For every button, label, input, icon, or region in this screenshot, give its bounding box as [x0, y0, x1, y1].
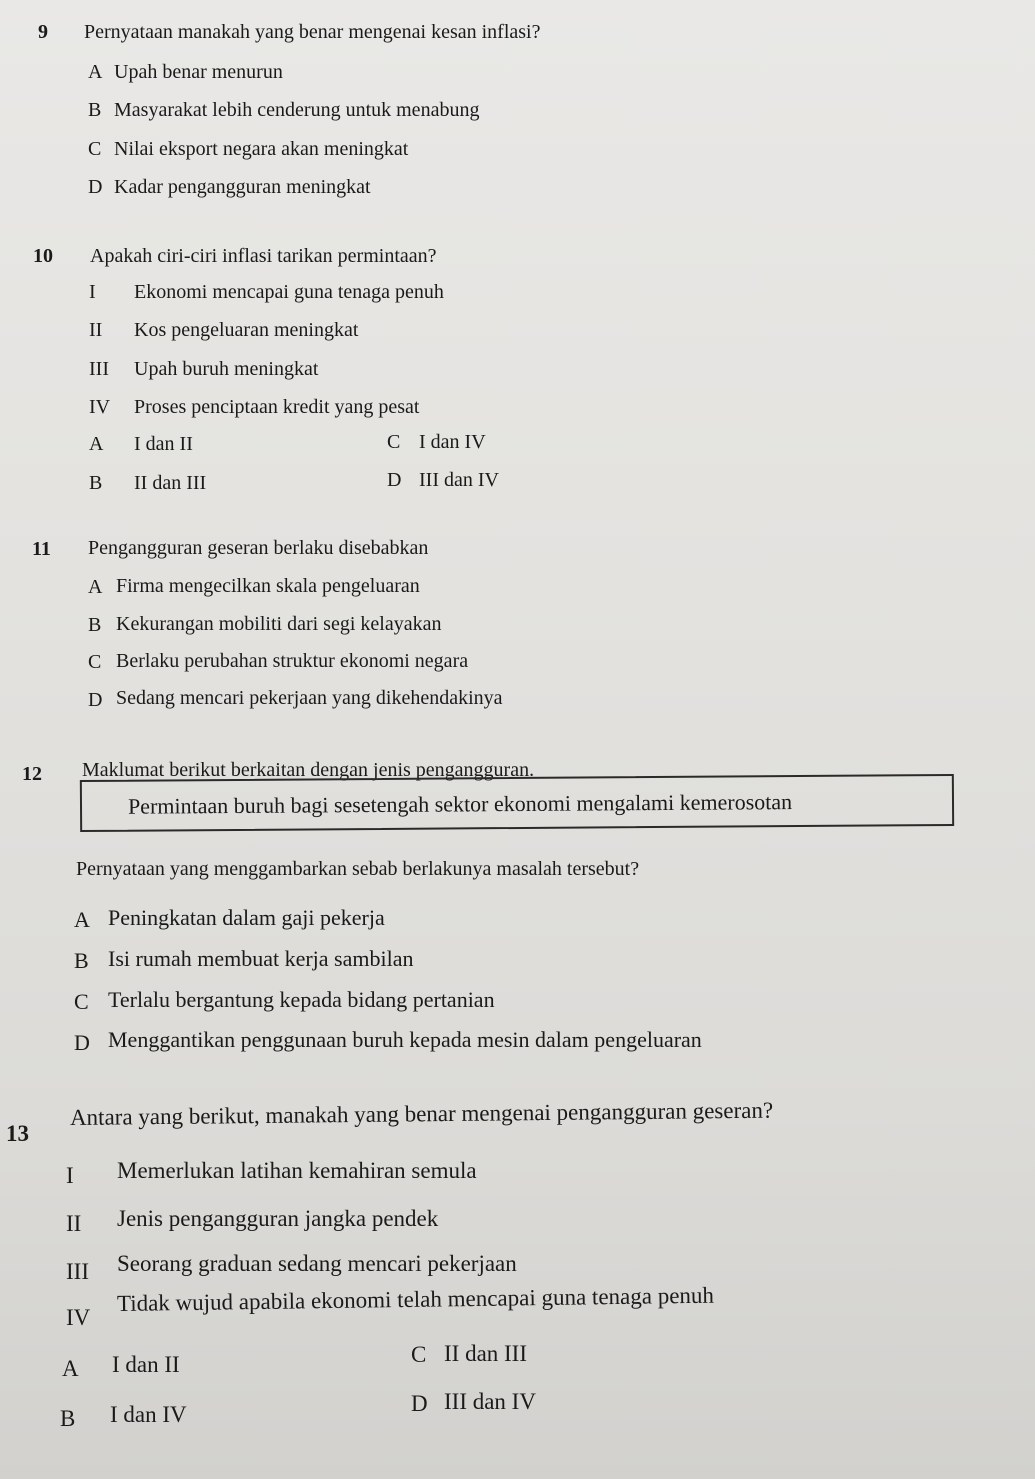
option-key: A	[89, 433, 104, 455]
option-key: A	[88, 576, 103, 598]
question-text: Maklumat berikut berkaitan dengan jenis pengangguran.	[82, 759, 535, 781]
question-number: 12	[22, 763, 42, 785]
option-key: C	[411, 1342, 427, 1367]
question-number: 13	[6, 1121, 29, 1146]
question-subtext: Pernyataan yang menggambarkan sebab berlakunya masalah tersebut?	[76, 858, 640, 880]
option-text: Isi rumah membuat kerja sambilan	[108, 946, 414, 971]
question-text: Apakah ciri-ciri inflasi tarikan permintaan?	[90, 245, 437, 267]
question-text: Pengangguran geseran berlaku disebabkan	[88, 537, 429, 559]
statement-text: Ekonomi mencapai guna tenaga penuh	[134, 281, 444, 303]
option-text: Peningkatan dalam gaji pekerja	[108, 905, 385, 930]
info-box-text: Permintaan buruh bagi sesetengah sektor ekonomi mengalami kemerosotan	[127, 789, 793, 819]
statement-text: Kos pengeluaran meningkat	[134, 319, 359, 341]
option-key: D	[88, 689, 103, 711]
option-key: B	[60, 1406, 76, 1431]
option-key: C	[74, 989, 89, 1014]
option-text: III dan IV	[419, 469, 499, 491]
option-text: I dan IV	[419, 431, 486, 453]
statement-text: Tidak wujud apabila ekonomi telah mencapai guna tenaga penuh	[116, 1282, 715, 1316]
option-key: D	[387, 469, 402, 491]
option-key: B	[89, 472, 103, 494]
statement-key: I	[89, 281, 96, 303]
statement-key: III	[66, 1259, 89, 1284]
option-text: II dan III	[444, 1341, 528, 1366]
option-key: C	[88, 138, 102, 160]
option-text: Sedang mencari pekerjaan yang dikehendakinya	[116, 687, 503, 709]
option-key: A	[62, 1356, 79, 1381]
option-text: I dan II	[112, 1352, 180, 1377]
statement-key: II	[66, 1211, 82, 1236]
question-text: Pernyataan manakah yang benar mengenai kesan inflasi?	[84, 21, 541, 43]
statement-text: Seorang graduan sedang mencari pekerjaan	[117, 1251, 517, 1276]
statement-text: Upah buruh meningkat	[134, 358, 319, 380]
option-key: D	[411, 1391, 428, 1416]
option-key: B	[88, 614, 102, 636]
statement-key: I	[66, 1163, 74, 1188]
option-text: Menggantikan penggunaan buruh kepada mesin dalam pengeluaran	[108, 1027, 702, 1052]
option-text: Berlaku perubahan struktur ekonomi negara	[116, 650, 469, 672]
statement-key: IV	[89, 396, 111, 418]
info-box	[80, 774, 954, 832]
option-text: III dan IV	[444, 1389, 536, 1414]
option-text: II dan III	[134, 472, 207, 494]
option-text: Masyarakat lebih cenderung untuk menabung	[114, 99, 480, 121]
question-text: Antara yang berikut, manakah yang benar mengenai pengangguran geseran?	[69, 1097, 774, 1130]
option-text: Firma mengecilkan skala pengeluaran	[116, 575, 420, 597]
option-key: B	[88, 99, 102, 121]
statement-text: Jenis pengangguran jangka pendek	[117, 1206, 439, 1231]
option-text: I dan II	[134, 433, 193, 455]
question-number: 11	[32, 538, 51, 560]
statement-key: IV	[66, 1305, 91, 1330]
option-text: Terlalu bergantung kepada bidang pertanian	[108, 987, 495, 1012]
option-text: Nilai eksport negara akan meningkat	[114, 138, 409, 160]
question-number: 9	[38, 21, 48, 43]
statement-key: II	[89, 319, 103, 341]
option-key: C	[387, 431, 401, 453]
option-text: I dan IV	[110, 1402, 187, 1427]
statement-key: III	[89, 358, 109, 380]
question-number: 10	[33, 245, 53, 267]
option-key: A	[74, 907, 90, 932]
option-text: Kekurangan mobiliti dari segi kelayakan	[116, 613, 442, 635]
option-key: C	[88, 651, 102, 673]
option-key: B	[74, 948, 89, 973]
statement-text: Memerlukan latihan kemahiran semula	[117, 1158, 477, 1183]
option-key: D	[74, 1030, 90, 1055]
statement-text: Proses penciptaan kredit yang pesat	[134, 396, 420, 418]
option-key: D	[88, 176, 103, 198]
option-key: A	[88, 61, 103, 83]
option-text: Upah benar menurun	[114, 61, 283, 83]
option-text: Kadar pengangguran meningkat	[114, 176, 371, 198]
